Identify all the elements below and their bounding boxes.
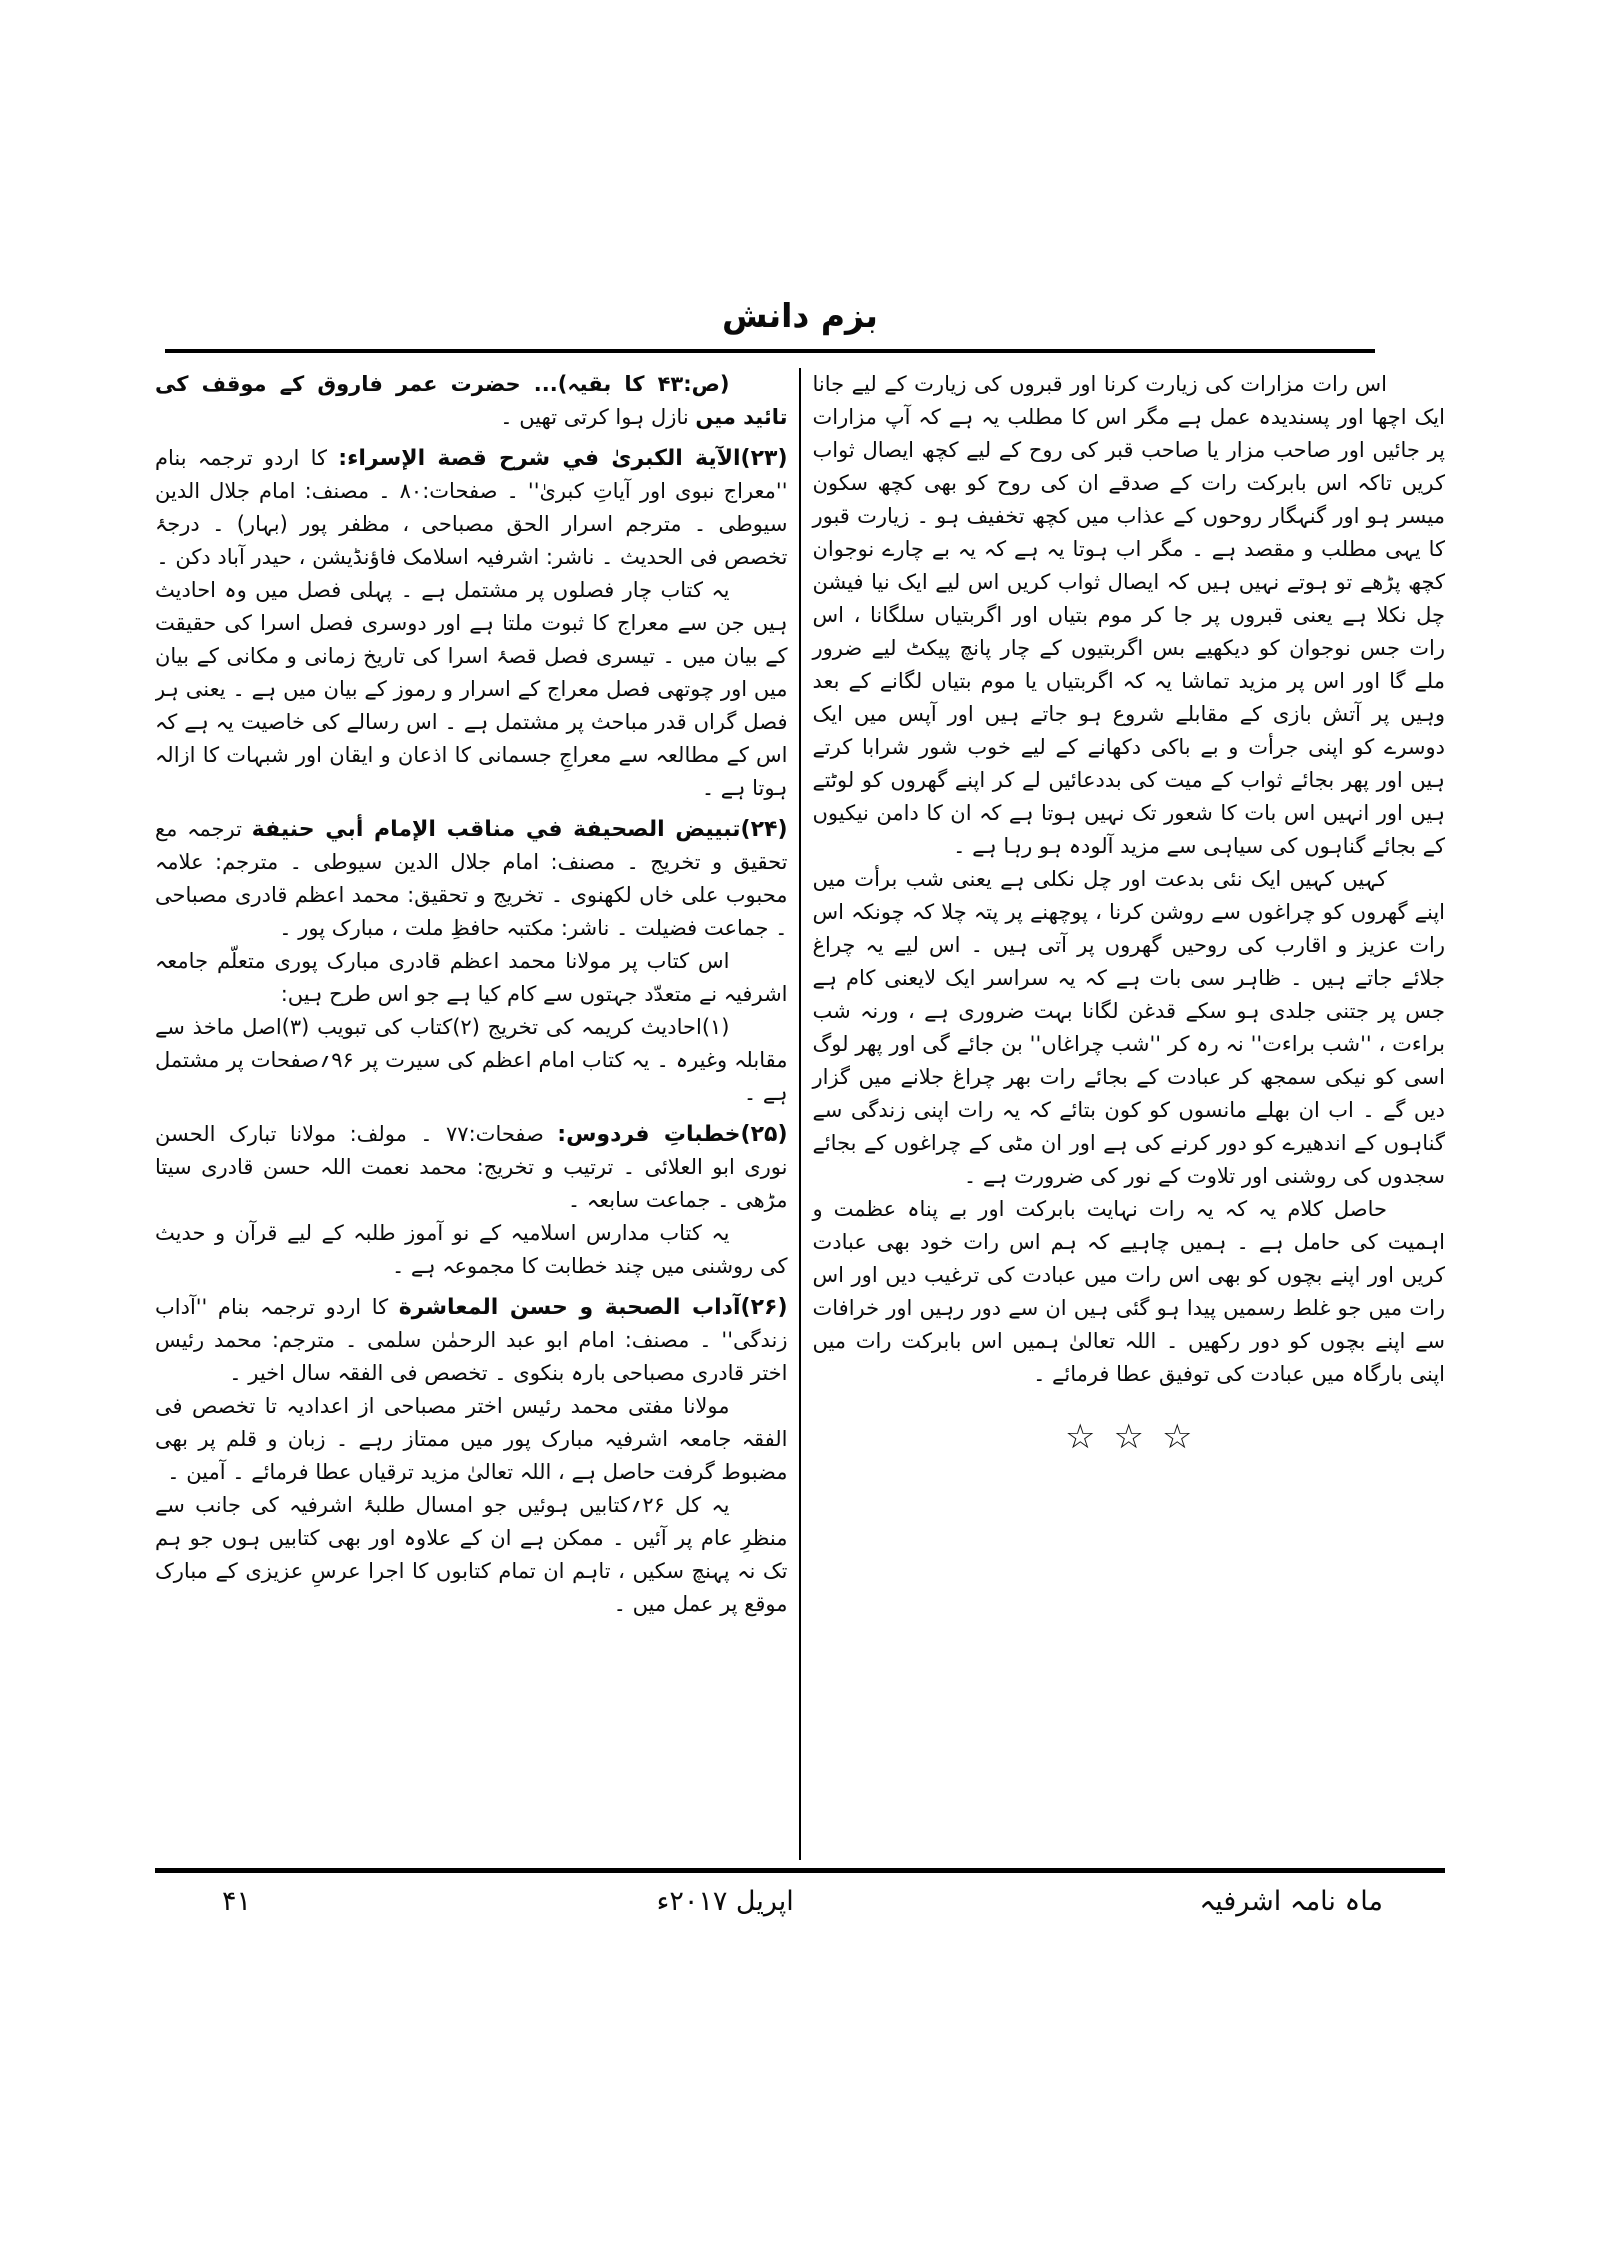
entry-text [155, 813, 788, 945]
section-end-stars: ☆☆☆ [1065, 1417, 1211, 1457]
entry-text [155, 1118, 788, 1217]
book-entry-24 [155, 813, 788, 1110]
entry-paragraph: مولانا مفتی محمد رئیس اختر مصباحی از اعدادیہ تا تخصص فی الفقہ جامعہ اشرفیہ مبارک پور میں ممتاز رہے ۔ زبان و قلم پر بھی مضبوط گرفت حاصل ہے ، اللہ تعالیٰ مزید ترقیاں عطا فرمائے ۔ آمین ۔ [155, 1394, 788, 1484]
book-entry-26 [155, 1291, 788, 1621]
footer-page-number: ۴۱ [222, 1886, 252, 1917]
footer [160, 1886, 1445, 1917]
right-column [812, 368, 1445, 1860]
carryover-rest: نازل ہوا کرتی تھیں ۔ [500, 405, 696, 429]
column-divider-rule [799, 368, 802, 1860]
entry-paragraph: یہ کتاب چار فصلوں پر مشتمل ہے ۔ پہلی فصل میں وہ احادیث ہیں جن سے معراج کا ثبوت ملتا ہے اور دوسری فصل اسرا کی حقیقت کے بیان میں ۔ تیسری فصل قصۂ اسرا کی تاریخ زمانی و مکانی کے بیان میں اور چوتھی فصل معراج کے اسرار و رموز کے بیان میں ہے ۔ یعنی ہر فصل گراں قدر مباحث پر مشتمل ہے ۔ اس رسالے کی خاصیت یہ ہے کہ اس کے مطالعہ سے معراجِ جسمانی کا اذعان و ایقان اور شبہات کا ازالہ ہوتا ہے ۔ [155, 578, 788, 800]
entry-heading: (۲۳)الآية الكبرىٰ في شرح قصة الإسراء: [338, 446, 788, 471]
entry-text [155, 442, 788, 574]
entry-details: ترجمہ مع تحقیق و تخریج ۔ مصنف: امام جلال الدین سیوطی ۔ مترجم: علامہ محبوب علی خاں لکھنوی ۔ تخریج و تحقیق: محمد اعظم قادری مصباحی ۔ جماعت فضیلت ۔ ناشر: مکتبہ حافظِ ملت ، مبارک پور ۔ [155, 817, 788, 940]
book-entry-23 [155, 442, 788, 805]
entry-paragraph: یہ کل ۲۶؍کتابیں ہوئیں جو امسال طلبۂ اشرفیہ کی جانب سے منظرِ عام پر آئیں ۔ ممکن ہے ان کے علاوہ اور بھی کتابیں ہوں جو ہم تک نہ پہنچ سکیں ، تاہم ان تمام کتابوں کا اجرا عرسِ عزیزی کے مبارک موقع پر عمل میں ۔ [155, 1493, 788, 1616]
entry-heading: (۲۵)خطباتِ فردوس: [557, 1122, 788, 1147]
entry-heading: (۲۴)تبييض الصحيفة في مناقب الإمام أبي حنيفة [251, 817, 788, 842]
page-title: بزم دانش [722, 296, 878, 335]
entry-text [155, 1291, 788, 1390]
paragraph: اس رات مزارات کی زیارت کرنا اور قبروں کی زیارت کے لیے جانا ایک اچھا اور پسندیدہ عمل ہے مگر اس کا مطلب یہ ہے کہ آپ مزارات پر جائیں اور صاحب مزار یا صاحب قبر کی روح کے لیے کچھ ایصال ثواب کریں تاکہ اس بابرکت رات کے صدقے ان کی روح کو بھی کچھ سکون میسر ہو اور گنہگار روحوں کے عذاب میں کچھ تخفیف ہو ۔ زیارت قبور کا یہی مطلب و مقصد ہے ۔ مگر اب ہوتا یہ ہے کہ یہ بے چارے نوجوان کچھ پڑھے تو ہوتے نہیں ہیں کہ ایصال ثواب کریں اس لیے ایک نیا فیشن چل نکلا ہے یعنی قبروں پر جا کر موم بتیاں اور اگربتیاں سلگانا ، اس رات جس نوجوان کو دیکھیے بس اگربتیوں کے چار پانچ پیکٹ لیے ضرور ملے گا اور اس پر مزید تماشا یہ کہ اگربتیاں یا موم بتیاں لگانے کے بعد وہیں پر آتش بازی کے مقابلے شروع ہو جاتے ہیں اور آپس میں ایک دوسرے کو اپنی جرأت و بے باکی دکھانے کے لیے خوب شور شرابا کرتے ہیں اور پھر بجائے ثواب کے میت کی بددعائیں لے کر اپنے گھروں کو لوٹتے ہیں اور انہیں اس بات کا شعور تک نہیں ہوتا ہے کہ ان کا دامن نیکیوں کے بجائے گناہوں کی سیاہی سے مزید آلودہ ہو رہا ہے ۔ [812, 372, 1445, 858]
footer-rule [155, 1868, 1445, 1873]
entry-details: کا اردو ترجمہ بنام ''آداب زندگی'' ۔ مصنف: امام ابو عبد الرحمٰن سلمی ۔ مترجم: محمد رئیس اختر قادری مصباحی بارہ بنکوی ۔ تخصص فی الفقہ سال اخیر ۔ [155, 1295, 788, 1385]
footer-issue-date: اپریل ۲۰۱۷ء [656, 1886, 794, 1917]
entry-paragraph: یہ کتاب مدارس اسلامیہ کے نو آموز طلبہ کے لیے قرآن و حدیث کی روشنی میں چند خطابت کا مجموعہ ہے ۔ [155, 1221, 788, 1278]
footer-magazine-name: ماہ نامہ اشرفیہ [1199, 1886, 1383, 1917]
carryover-paragraph [155, 368, 788, 434]
carryover-lead: (ص:۴۳ کا بقیہ)... حضرت عمر فاروق کے موقف کی تائید میں [155, 372, 788, 429]
entry-heading: (۲۶)آداب الصحبة و حسن المعاشرة [398, 1295, 788, 1320]
entry-details: کا اردو ترجمہ بنام ''معراج نبوی اور آیاتِ کبریٰ'' ۔ صفحات:۸۰ ۔ مصنف: امام جلال الدین سیوطی ۔ مترجم اسرار الحق مصباحی ، مظفر پور (بہار) ۔ درجۂ تخصص فی الحدیث ۔ ناشر: اشرفیہ اسلامک فاؤنڈیشن ، حیدر آباد دکن ۔ [155, 446, 788, 569]
header-rule [165, 349, 1375, 353]
left-column [155, 368, 788, 1860]
two-column-body [155, 368, 1445, 1860]
entry-paragraph: (۱)احادیث کریمہ کی تخریج (۲)کتاب کی تبویب (۳)اصل ماخذ سے مقابلہ وغیرہ ۔ یہ کتاب امام اعظم کی سیرت پر ۹۶؍صفحات پر مشتمل ہے ۔ [155, 1015, 788, 1105]
entry-details: صفحات:۷۷ ۔ مولف: مولانا تبارک الحسن نوری ابو العلائی ۔ ترتیب و تخریج: محمد نعمت اللہ حسن قادری سیتا مڑھی ۔ جماعت سابعہ ۔ [155, 1122, 788, 1212]
book-entry-25 [155, 1118, 788, 1283]
entry-paragraph: اس کتاب پر مولانا محمد اعظم قادری مبارک پوری متعلّم جامعہ اشرفیہ نے متعدّد جہتوں سے کام کیا ہے جو اس طرح ہیں: [155, 949, 788, 1006]
paragraph: کہیں کہیں ایک نئی بدعت اور چل نکلی ہے یعنی شب برأت میں اپنے گھروں کو چراغوں سے روشن کرنا ، پوچھنے پر پتہ چلا کہ چونکہ اس رات عزیز و اقارب کی روحیں گھروں پر آتی ہیں ۔ اس لیے یہ چراغ جلائے جاتے ہیں ۔ ظاہر سی بات ہے کہ یہ سراسر ایک لایعنی کام ہے جس پر جتنی جلدی ہو سکے قدغن لگانا بہت ضروری ہے ، ورنہ شب براءت ، ''شب براءت'' نہ رہ کر ''شب چراغاں'' بن جائے گی اور پھر لوگ اسی کو نیکی سمجھ کر عبادت کے بجائے رات بھر چراغ جلانے میں گزار دیں گے ۔ اب ان بھلے مانسوں کو کون بتائے کہ یہ رات اپنی زندگی سے گناہوں کے اندھیرے کو دور کرنے کی ہے اور ان مٹی کے چراغوں کے بجائے سجدوں کی روشنی اور تلاوت کے نور کی ضرورت ہے ۔ [812, 867, 1445, 1188]
paragraph: حاصل کلام یہ کہ یہ رات نہایت بابرکت اور بے پناہ عظمت و اہمیت کی حامل ہے ۔ ہمیں چاہیے کہ ہم اس رات خود بھی عبادت کریں اور اپنے بچوں کو بھی اس رات میں عبادت کی ترغیب دیں اور اس رات میں جو غلط رسمیں پیدا ہو گئی ہیں ان سے دور رہیں اور خرافات سے اپنے بچوں کو دور رکھیں ۔ اللہ تعالیٰ ہمیں اس بابرکت رات میں اپنی بارگاہ میں عبادت کی توفیق عطا فرمائے ۔ [812, 1197, 1445, 1386]
